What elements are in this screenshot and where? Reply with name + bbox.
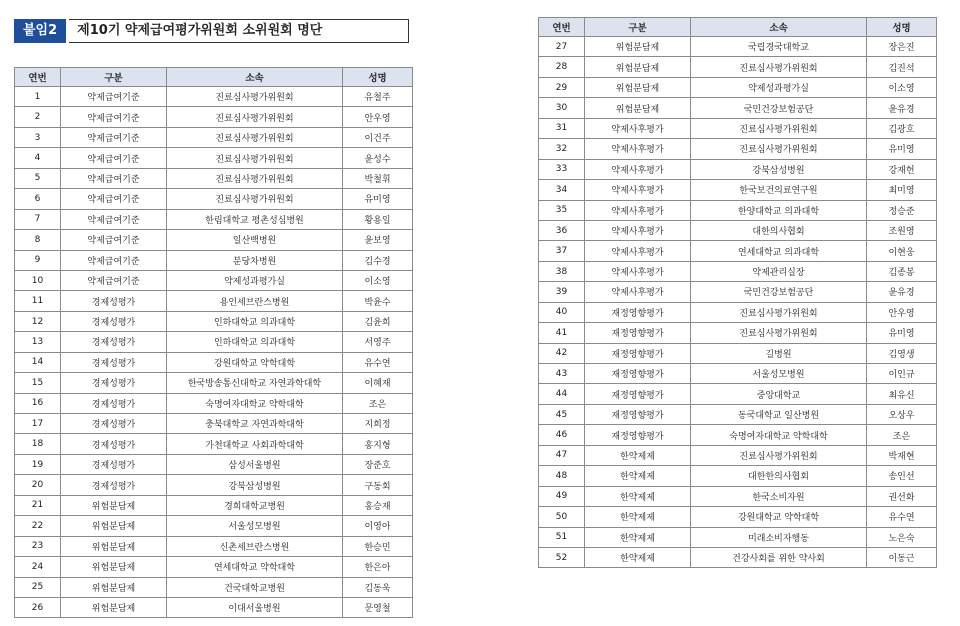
cell-number: 23	[15, 536, 61, 556]
document-title-bar	[14, 19, 409, 43]
cell-number: 45	[539, 404, 585, 424]
cell-affiliation: 연세대학교 약학대학	[167, 557, 343, 577]
cell-affiliation: 한국보건의료연구원	[691, 180, 867, 200]
cell-name: 김윤희	[343, 311, 413, 331]
cell-affiliation: 진료심사평가위원회	[167, 87, 343, 107]
cell-number: 18	[15, 434, 61, 454]
cell-category: 위험분담제	[585, 57, 691, 77]
table-row	[539, 404, 937, 424]
cell-affiliation: 길병원	[691, 343, 867, 363]
table-row	[15, 209, 413, 229]
cell-affiliation: 분당차병원	[167, 250, 343, 270]
cell-affiliation: 약제관리실장	[691, 261, 867, 281]
table-row	[539, 343, 937, 363]
table-row	[539, 486, 937, 506]
table-row	[539, 220, 937, 240]
column-header-number: 연번	[15, 68, 61, 87]
cell-name: 조은	[343, 393, 413, 413]
cell-category: 위험분담제	[585, 37, 691, 57]
cell-name: 최미영	[867, 180, 937, 200]
cell-affiliation: 이대서울병원	[167, 597, 343, 617]
table-body-left	[15, 87, 413, 618]
table-row	[15, 168, 413, 188]
cell-name: 정승준	[867, 200, 937, 220]
table-row	[15, 414, 413, 434]
cell-affiliation: 서울성모병원	[167, 516, 343, 536]
table-row	[15, 557, 413, 577]
table-row	[539, 527, 937, 547]
cell-category: 재정영향평가	[585, 384, 691, 404]
cell-category: 위험분담제	[61, 597, 167, 617]
cell-affiliation: 강원대학교 약학대학	[167, 352, 343, 372]
table-row	[539, 261, 937, 281]
cell-affiliation: 강원대학교 약학대학	[691, 507, 867, 527]
cell-name: 권선화	[867, 486, 937, 506]
cell-affiliation: 한양대학교 의과대학	[691, 200, 867, 220]
cell-category: 한약제제	[585, 507, 691, 527]
table-row	[15, 250, 413, 270]
cell-name: 김영생	[867, 343, 937, 363]
table-row	[15, 127, 413, 147]
cell-number: 27	[539, 37, 585, 57]
table-row	[539, 37, 937, 57]
cell-name: 송인선	[867, 466, 937, 486]
table-row	[539, 282, 937, 302]
table-row	[539, 57, 937, 77]
cell-category: 경제성평가	[61, 352, 167, 372]
cell-affiliation: 건강사회를 위한 약사회	[691, 547, 867, 567]
cell-number: 9	[15, 250, 61, 270]
cell-number: 14	[15, 352, 61, 372]
cell-number: 42	[539, 343, 585, 363]
cell-category: 약제사후평가	[585, 139, 691, 159]
table-row	[15, 332, 413, 352]
cell-affiliation: 국민건강보험공단	[691, 282, 867, 302]
cell-name: 유수연	[867, 507, 937, 527]
cell-number: 22	[15, 516, 61, 536]
cell-name: 안우영	[343, 107, 413, 127]
cell-category: 약제사후평가	[585, 282, 691, 302]
table-row	[15, 230, 413, 250]
cell-category: 한약제제	[585, 466, 691, 486]
column-header-affiliation: 소속	[167, 68, 343, 87]
cell-category: 약제급여기준	[61, 230, 167, 250]
cell-category: 재정영향평가	[585, 323, 691, 343]
cell-category: 재정영향평가	[585, 343, 691, 363]
cell-name: 강재헌	[867, 159, 937, 179]
cell-affiliation: 진료심사평가위원회	[167, 148, 343, 168]
table-row	[15, 270, 413, 290]
cell-number: 29	[539, 77, 585, 97]
cell-number: 39	[539, 282, 585, 302]
cell-affiliation: 동국대학교 일산병원	[691, 404, 867, 424]
cell-name: 유수연	[343, 352, 413, 372]
cell-number: 52	[539, 547, 585, 567]
cell-category: 경제성평가	[61, 475, 167, 495]
cell-number: 10	[15, 270, 61, 290]
cell-number: 7	[15, 209, 61, 229]
cell-name: 박재현	[867, 445, 937, 465]
cell-affiliation: 한국소비자원	[691, 486, 867, 506]
cell-name: 윤유경	[867, 98, 937, 118]
cell-name: 홍승재	[343, 495, 413, 515]
cell-number: 38	[539, 261, 585, 281]
cell-name: 윤보영	[343, 230, 413, 250]
cell-category: 위험분담제	[61, 577, 167, 597]
column-header-number: 연번	[539, 18, 585, 37]
cell-name: 서영주	[343, 332, 413, 352]
cell-category: 한약제제	[585, 486, 691, 506]
cell-category: 위험분담제	[61, 516, 167, 536]
table-row	[15, 597, 413, 617]
cell-affiliation: 국립경국대학교	[691, 37, 867, 57]
table-row	[539, 302, 937, 322]
cell-name: 김동욱	[343, 577, 413, 597]
table-row	[15, 311, 413, 331]
cell-number: 47	[539, 445, 585, 465]
cell-affiliation: 대한한의사협회	[691, 466, 867, 486]
cell-number: 20	[15, 475, 61, 495]
cell-category: 위험분담제	[61, 557, 167, 577]
cell-number: 16	[15, 393, 61, 413]
table-header-row	[15, 68, 413, 87]
table-row	[15, 291, 413, 311]
cell-category: 약제급여기준	[61, 270, 167, 290]
cell-category: 약제사후평가	[585, 220, 691, 240]
cell-name: 윤유경	[867, 282, 937, 302]
table-row	[15, 536, 413, 556]
cell-number: 12	[15, 311, 61, 331]
cell-name: 유철주	[343, 87, 413, 107]
cell-affiliation: 진료심사평가위원회	[167, 168, 343, 188]
cell-category: 재정영향평가	[585, 404, 691, 424]
cell-number: 49	[539, 486, 585, 506]
cell-category: 경제성평가	[61, 434, 167, 454]
cell-number: 26	[15, 597, 61, 617]
cell-category: 재정영향평가	[585, 364, 691, 384]
cell-number: 17	[15, 414, 61, 434]
table-row	[15, 352, 413, 372]
cell-number: 36	[539, 220, 585, 240]
cell-category: 약제급여기준	[61, 127, 167, 147]
cell-category: 위험분담제	[61, 495, 167, 515]
cell-category: 경제성평가	[61, 311, 167, 331]
attachment-badge: 붙임2	[14, 19, 66, 43]
cell-number: 28	[539, 57, 585, 77]
table-row	[539, 445, 937, 465]
cell-number: 8	[15, 230, 61, 250]
column-header-name: 성명	[343, 68, 413, 87]
cell-name: 이동근	[867, 547, 937, 567]
table-row	[539, 180, 937, 200]
cell-category: 약제사후평가	[585, 159, 691, 179]
cell-number: 34	[539, 180, 585, 200]
cell-number: 51	[539, 527, 585, 547]
cell-affiliation: 진료심사평가위원회	[167, 189, 343, 209]
cell-number: 33	[539, 159, 585, 179]
cell-name: 지희정	[343, 414, 413, 434]
cell-category: 한약제제	[585, 547, 691, 567]
table-row	[539, 159, 937, 179]
cell-name: 최유신	[867, 384, 937, 404]
cell-name: 이건주	[343, 127, 413, 147]
cell-name: 조은	[867, 425, 937, 445]
cell-affiliation: 진료심사평가위원회	[167, 127, 343, 147]
table-row	[539, 241, 937, 261]
cell-category: 위험분담제	[585, 98, 691, 118]
table-row	[539, 77, 937, 97]
cell-name: 장준호	[343, 454, 413, 474]
cell-affiliation: 진료심사평가위원회	[167, 107, 343, 127]
cell-affiliation: 진료심사평가위원회	[691, 445, 867, 465]
member-table-right	[538, 17, 937, 568]
cell-number: 48	[539, 466, 585, 486]
cell-number: 21	[15, 495, 61, 515]
cell-name: 문영철	[343, 597, 413, 617]
cell-name: 노은숙	[867, 527, 937, 547]
cell-affiliation: 인하대학교 의과대학	[167, 311, 343, 331]
table-row	[15, 516, 413, 536]
cell-name: 구동회	[343, 475, 413, 495]
cell-name: 홍지형	[343, 434, 413, 454]
cell-number: 50	[539, 507, 585, 527]
cell-affiliation: 대한의사협회	[691, 220, 867, 240]
cell-number: 19	[15, 454, 61, 474]
member-table-left	[14, 67, 413, 618]
table-row	[539, 323, 937, 343]
cell-number: 5	[15, 168, 61, 188]
cell-affiliation: 중앙대학교	[691, 384, 867, 404]
cell-number: 41	[539, 323, 585, 343]
cell-number: 3	[15, 127, 61, 147]
cell-number: 44	[539, 384, 585, 404]
cell-name: 조원영	[867, 220, 937, 240]
cell-name: 안우영	[867, 302, 937, 322]
table-body-right	[539, 37, 937, 568]
cell-affiliation: 가천대학교 사회과학대학	[167, 434, 343, 454]
cell-number: 30	[539, 98, 585, 118]
table-row	[539, 98, 937, 118]
table-row	[15, 373, 413, 393]
cell-number: 4	[15, 148, 61, 168]
cell-number: 15	[15, 373, 61, 393]
cell-number: 35	[539, 200, 585, 220]
table-row	[539, 118, 937, 138]
table-row	[15, 495, 413, 515]
cell-name: 윤성수	[343, 148, 413, 168]
cell-name: 한승민	[343, 536, 413, 556]
cell-affiliation: 충북대학교 자연과학대학	[167, 414, 343, 434]
table-row	[539, 139, 937, 159]
cell-category: 경제성평가	[61, 414, 167, 434]
cell-category: 경제성평가	[61, 373, 167, 393]
cell-number: 31	[539, 118, 585, 138]
cell-number: 24	[15, 557, 61, 577]
cell-number: 13	[15, 332, 61, 352]
cell-category: 재정영향평가	[585, 302, 691, 322]
cell-affiliation: 인하대학교 의과대학	[167, 332, 343, 352]
cell-number: 40	[539, 302, 585, 322]
cell-name: 김종봉	[867, 261, 937, 281]
cell-affiliation: 숙명여자대학교 약학대학	[691, 425, 867, 445]
cell-name: 김진석	[867, 57, 937, 77]
cell-affiliation: 연세대학교 의과대학	[691, 241, 867, 261]
table-row	[539, 466, 937, 486]
cell-name: 이소영	[867, 77, 937, 97]
table-row	[539, 384, 937, 404]
cell-name: 김수경	[343, 250, 413, 270]
cell-number: 2	[15, 107, 61, 127]
table-row	[539, 200, 937, 220]
cell-category: 위험분담제	[61, 536, 167, 556]
cell-affiliation: 숙명여자대학교 약학대학	[167, 393, 343, 413]
cell-affiliation: 국민건강보험공단	[691, 98, 867, 118]
cell-affiliation: 서울성모병원	[691, 364, 867, 384]
cell-affiliation: 신촌세브란스병원	[167, 536, 343, 556]
cell-number: 11	[15, 291, 61, 311]
cell-category: 약제급여기준	[61, 209, 167, 229]
cell-category: 경제성평가	[61, 454, 167, 474]
table-row	[539, 507, 937, 527]
cell-affiliation: 진료심사평가위원회	[691, 302, 867, 322]
cell-number: 37	[539, 241, 585, 261]
cell-affiliation: 약제성과평가실	[167, 270, 343, 290]
cell-category: 약제급여기준	[61, 189, 167, 209]
cell-number: 32	[539, 139, 585, 159]
cell-name: 이인규	[867, 364, 937, 384]
cell-category: 재정영향평가	[585, 425, 691, 445]
column-header-name: 성명	[867, 18, 937, 37]
cell-category: 약제사후평가	[585, 180, 691, 200]
cell-affiliation: 건국대학교병원	[167, 577, 343, 597]
cell-category: 약제급여기준	[61, 87, 167, 107]
cell-affiliation: 진료심사평가위원회	[691, 57, 867, 77]
table-row	[15, 189, 413, 209]
cell-affiliation: 진료심사평가위원회	[691, 323, 867, 343]
table-row	[15, 148, 413, 168]
cell-affiliation: 한림대학교 평촌성심병원	[167, 209, 343, 229]
cell-affiliation: 한국방송통신대학교 자연과학대학	[167, 373, 343, 393]
cell-category: 약제사후평가	[585, 200, 691, 220]
cell-name: 박윤수	[343, 291, 413, 311]
cell-name: 유미영	[867, 139, 937, 159]
cell-affiliation: 용인세브란스병원	[167, 291, 343, 311]
cell-name: 이소영	[343, 270, 413, 290]
cell-name: 이영아	[343, 516, 413, 536]
cell-category: 한약제제	[585, 527, 691, 547]
table-row	[15, 475, 413, 495]
table-header-row	[539, 18, 937, 37]
table-row	[15, 454, 413, 474]
table-row	[539, 425, 937, 445]
cell-affiliation: 일산백병원	[167, 230, 343, 250]
column-header-category: 구분	[585, 18, 691, 37]
cell-category: 약제급여기준	[61, 168, 167, 188]
cell-category: 경제성평가	[61, 291, 167, 311]
column-header-affiliation: 소속	[691, 18, 867, 37]
cell-name: 오상우	[867, 404, 937, 424]
table-row	[539, 547, 937, 567]
table-row	[539, 364, 937, 384]
cell-name: 장은진	[867, 37, 937, 57]
cell-affiliation: 약제성과평가실	[691, 77, 867, 97]
cell-affiliation: 강북삼성병원	[691, 159, 867, 179]
table-row	[15, 107, 413, 127]
cell-number: 43	[539, 364, 585, 384]
cell-name: 박철휘	[343, 168, 413, 188]
cell-name: 김광호	[867, 118, 937, 138]
cell-name: 이혜재	[343, 373, 413, 393]
table-row	[15, 434, 413, 454]
cell-affiliation: 진료심사평가위원회	[691, 118, 867, 138]
cell-name: 이현웅	[867, 241, 937, 261]
cell-affiliation: 삼성서울병원	[167, 454, 343, 474]
cell-number: 6	[15, 189, 61, 209]
cell-number: 25	[15, 577, 61, 597]
cell-category: 약제사후평가	[585, 241, 691, 261]
cell-category: 약제사후평가	[585, 118, 691, 138]
table-row	[15, 393, 413, 413]
page-title: 제10기 약제급여평가위원회 소위원회 명단	[69, 19, 409, 43]
cell-affiliation: 진료심사평가위원회	[691, 139, 867, 159]
cell-number: 1	[15, 87, 61, 107]
cell-category: 경제성평가	[61, 393, 167, 413]
cell-affiliation: 미래소비자행동	[691, 527, 867, 547]
table-row	[15, 577, 413, 597]
cell-number: 46	[539, 425, 585, 445]
cell-category: 위험분담제	[585, 77, 691, 97]
cell-category: 약제급여기준	[61, 250, 167, 270]
column-header-category: 구분	[61, 68, 167, 87]
cell-name: 한은아	[343, 557, 413, 577]
cell-affiliation: 강북삼성병원	[167, 475, 343, 495]
cell-category: 한약제제	[585, 445, 691, 465]
cell-affiliation: 경희대학교병원	[167, 495, 343, 515]
cell-category: 약제급여기준	[61, 107, 167, 127]
cell-name: 유미영	[867, 323, 937, 343]
table-row	[15, 87, 413, 107]
cell-category: 경제성평가	[61, 332, 167, 352]
cell-category: 약제급여기준	[61, 148, 167, 168]
cell-name: 유미영	[343, 189, 413, 209]
cell-category: 약제사후평가	[585, 261, 691, 281]
cell-name: 황용일	[343, 209, 413, 229]
